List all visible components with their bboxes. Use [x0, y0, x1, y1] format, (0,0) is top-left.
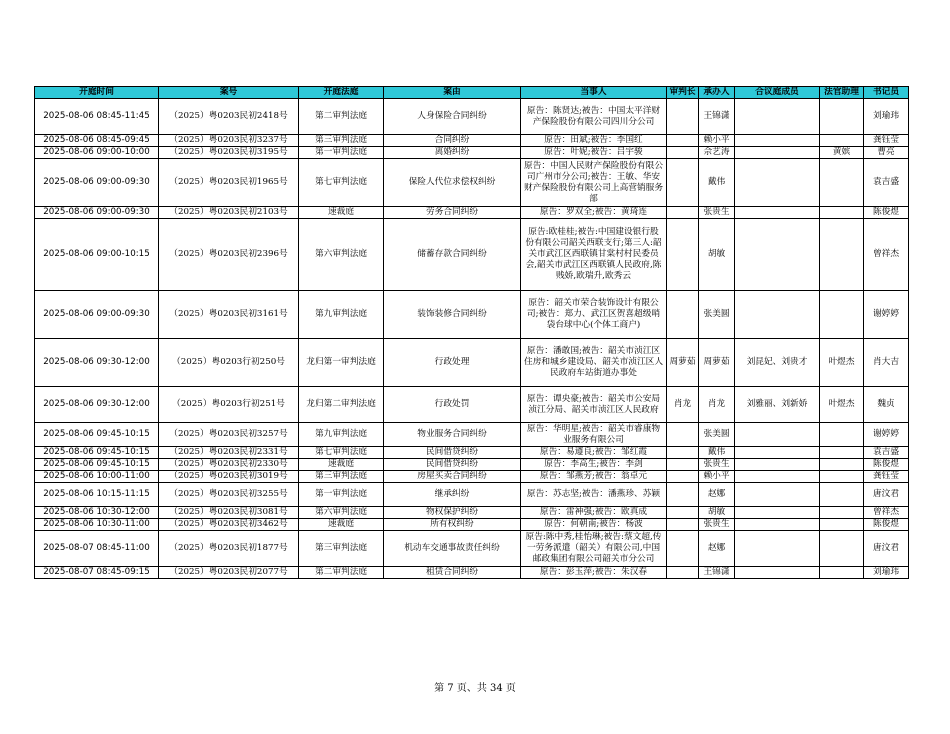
presiding-judge-cell [667, 147, 699, 159]
court-cell: 龙归第二审判法庭 [299, 387, 384, 423]
case-no-cell: （2025）粤0203行初250号 [159, 339, 299, 387]
table-row [35, 219, 909, 291]
table-row [35, 135, 909, 147]
header-presiding-judge: 审判长 [667, 87, 699, 99]
presiding-judge-cell [667, 483, 699, 507]
time-cell: 2025-08-06 09:45-10:15 [35, 459, 159, 471]
parties-cell: 原告：何朝南;被告：杨波 [521, 519, 667, 531]
table-header-row [35, 87, 909, 99]
panel-cell [735, 471, 820, 483]
cause-cell: 劳务合同纠纷 [384, 207, 521, 219]
cause-cell: 合同纠纷 [384, 135, 521, 147]
parties-cell: 原告：李高生;被告：李剑 [521, 459, 667, 471]
court-cell: 第六审判法庭 [299, 507, 384, 519]
table-row [35, 207, 909, 219]
clerk-cell: 肖大吉 [864, 339, 909, 387]
table-row [35, 291, 909, 339]
time-cell: 2025-08-06 09:30-12:00 [35, 339, 159, 387]
case-no-cell: （2025）粤0203民初3257号 [159, 423, 299, 447]
assistant-cell [820, 219, 864, 291]
time-cell: 2025-08-06 09:00-10:00 [35, 147, 159, 159]
parties-cell: 原告：华明星;被告：韶关市睿康物业服务有限公司 [521, 423, 667, 447]
court-cell: 第一审判法庭 [299, 483, 384, 507]
header-cause: 案由 [384, 87, 521, 99]
court-cell: 速裁庭 [299, 519, 384, 531]
clerk-cell: 袁吉盛 [864, 447, 909, 459]
presiding-judge-cell [667, 291, 699, 339]
time-cell: 2025-08-06 09:30-12:00 [35, 387, 159, 423]
presiding-judge-cell [667, 159, 699, 207]
panel-cell [735, 531, 820, 567]
panel-cell [735, 159, 820, 207]
cause-cell: 所有权纠纷 [384, 519, 521, 531]
case-no-cell: （2025）粤0203民初1965号 [159, 159, 299, 207]
case-no-cell: （2025）粤0203民初2330号 [159, 459, 299, 471]
panel-cell [735, 483, 820, 507]
court-cell: 第二审判法庭 [299, 567, 384, 579]
clerk-cell: 曹亮 [864, 147, 909, 159]
court-cell: 速裁庭 [299, 459, 384, 471]
header-case-no: 案号 [159, 87, 299, 99]
parties-cell: 原告：陈贤达;被告：中国太平洋财产保险股份有限公司四川分公司 [521, 99, 667, 135]
assistant-cell [820, 447, 864, 459]
cause-cell: 储蓄存款合同纠纷 [384, 219, 521, 291]
time-cell: 2025-08-06 08:45-09:45 [35, 135, 159, 147]
table-row [35, 339, 909, 387]
clerk-cell: 袁吉盛 [864, 159, 909, 207]
handler-cell: 戴伟 [699, 159, 735, 207]
header-court: 开庭法庭 [299, 87, 384, 99]
handler-cell: 赖小平 [699, 471, 735, 483]
case-no-cell: （2025）粤0203民初3237号 [159, 135, 299, 147]
case-no-cell: （2025）粤0203民初1877号 [159, 531, 299, 567]
parties-cell: 原告：雷神强;被告：欧真成 [521, 507, 667, 519]
case-no-cell: （2025）粤0203民初3081号 [159, 507, 299, 519]
presiding-judge-cell [667, 219, 699, 291]
clerk-cell: 曾祥杰 [864, 507, 909, 519]
panel-cell [735, 567, 820, 579]
cause-cell: 民间借贷纠纷 [384, 459, 521, 471]
time-cell: 2025-08-06 09:45-10:15 [35, 447, 159, 459]
header-assistant: 法官助理 [820, 87, 864, 99]
court-cell: 第一审判法庭 [299, 147, 384, 159]
panel-cell [735, 207, 820, 219]
handler-cell: 赵娜 [699, 483, 735, 507]
court-cell: 第七审判法庭 [299, 447, 384, 459]
clerk-cell: 陈俊煜 [864, 519, 909, 531]
presiding-judge-cell [667, 423, 699, 447]
clerk-cell: 龚钰莹 [864, 471, 909, 483]
clerk-cell: 龚钰莹 [864, 135, 909, 147]
court-cell: 第三审判法庭 [299, 531, 384, 567]
parties-cell: 原告:陈中秀,桂怡琳;被告:蔡文超,传一劳务派遣（韶关）有限公司,中国邮政集团有限公司韶关市分公司 [521, 531, 667, 567]
cause-cell: 民间借贷纠纷 [384, 447, 521, 459]
cause-cell: 机动车交通事故责任纠纷 [384, 531, 521, 567]
time-cell: 2025-08-06 09:00-09:30 [35, 291, 159, 339]
page-footer: 第 7 页、共 34 页 [434, 683, 516, 694]
cause-cell: 行政处罚 [384, 387, 521, 423]
clerk-cell: 唐汶君 [864, 531, 909, 567]
court-cell: 第七审判法庭 [299, 159, 384, 207]
time-cell: 2025-08-06 09:00-10:15 [35, 219, 159, 291]
cause-cell: 离婚纠纷 [384, 147, 521, 159]
header-handler: 承办人 [699, 87, 735, 99]
court-cell: 第六审判法庭 [299, 219, 384, 291]
parties-cell: 原告：韶关市荣合装饰设计有限公司;被告：郑力、武江区贺喜超级哨袋台球中心(个体工商户) [521, 291, 667, 339]
assistant-cell [820, 507, 864, 519]
cause-cell: 行政处理 [384, 339, 521, 387]
time-cell: 2025-08-06 10:30-11:00 [35, 519, 159, 531]
panel-cell [735, 99, 820, 135]
case-no-cell: （2025）粤0203民初3462号 [159, 519, 299, 531]
cause-cell: 房屋买卖合同纠纷 [384, 471, 521, 483]
parties-cell: 原告：中国人民财产保险股份有限公司广州市分公司;被告：王敏、华安财产保险股份有限公司上高营销服务部 [521, 159, 667, 207]
table-row [35, 519, 909, 531]
presiding-judge-cell [667, 507, 699, 519]
presiding-judge-cell [667, 207, 699, 219]
cause-cell: 人身保险合同纠纷 [384, 99, 521, 135]
case-no-cell: （2025）粤0203民初2331号 [159, 447, 299, 459]
parties-cell: 原告：易遵良;被告：邹红霞 [521, 447, 667, 459]
clerk-cell: 谢婷婷 [864, 423, 909, 447]
table-row [35, 531, 909, 567]
case-no-cell: （2025）粤0203民初3195号 [159, 147, 299, 159]
panel-cell [735, 291, 820, 339]
presiding-judge-cell: 周萝茹 [667, 339, 699, 387]
table-row [35, 159, 909, 207]
time-cell: 2025-08-06 09:00-09:30 [35, 159, 159, 207]
parties-cell: 原告：邹燕芳;被告：翁卓元 [521, 471, 667, 483]
presiding-judge-cell [667, 519, 699, 531]
clerk-cell: 唐汶君 [864, 483, 909, 507]
parties-cell: 原告：彭玉萍;被告：朱汉春 [521, 567, 667, 579]
case-no-cell: （2025）粤0203民初2103号 [159, 207, 299, 219]
assistant-cell [820, 159, 864, 207]
time-cell: 2025-08-06 10:15-11:15 [35, 483, 159, 507]
parties-cell: 原告:欧桂桂;被告:中国建设银行股份有限公司韶关西联支行;第三人:韶关市武江区西联镇甘棠村村民委员会,韶关市武江区西联镇人民政府,陈贱娇,欧瑞升,欧秀云 [521, 219, 667, 291]
table-row [35, 147, 909, 159]
clerk-cell: 魏贞 [864, 387, 909, 423]
case-no-cell: （2025）粤0203民初3161号 [159, 291, 299, 339]
parties-cell: 原告：谭央豪;被告：韶关市公安局浈江分局、韶关市浈江区人民政府 [521, 387, 667, 423]
case-no-cell: （2025）粤0203民初3255号 [159, 483, 299, 507]
court-cell: 第九审判法庭 [299, 423, 384, 447]
cause-cell: 装饰装修合同纠纷 [384, 291, 521, 339]
handler-cell: 赖小平 [699, 135, 735, 147]
assistant-cell [820, 99, 864, 135]
panel-cell [735, 507, 820, 519]
assistant-cell [820, 471, 864, 483]
table-row [35, 471, 909, 483]
court-cell: 第九审判法庭 [299, 291, 384, 339]
panel-cell: 刘雅丽、刘新娇 [735, 387, 820, 423]
court-cell: 第三审判法庭 [299, 471, 384, 483]
assistant-cell: 黄嫔 [820, 147, 864, 159]
case-no-cell: （2025）粤0203民初2418号 [159, 99, 299, 135]
parties-cell: 原告：田斌;被告：李国红 [521, 135, 667, 147]
handler-cell: 周萝茹 [699, 339, 735, 387]
clerk-cell: 刘瑜玮 [864, 567, 909, 579]
presiding-judge-cell [667, 471, 699, 483]
court-schedule-table [34, 86, 909, 579]
panel-cell [735, 135, 820, 147]
clerk-cell: 陈俊煜 [864, 207, 909, 219]
court-cell: 龙归第一审判法庭 [299, 339, 384, 387]
court-cell: 速裁庭 [299, 207, 384, 219]
table-row [35, 459, 909, 471]
presiding-judge-cell [667, 459, 699, 471]
handler-cell: 王锦潇 [699, 99, 735, 135]
time-cell: 2025-08-07 08:45-11:00 [35, 531, 159, 567]
cause-cell: 物权保护纠纷 [384, 507, 521, 519]
panel-cell [735, 447, 820, 459]
parties-cell: 原告：苏志坚;被告：潘燕珍、苏颖 [521, 483, 667, 507]
table-row [35, 567, 909, 579]
clerk-cell: 陈俊煜 [864, 459, 909, 471]
cause-cell: 继承纠纷 [384, 483, 521, 507]
case-no-cell: （2025）粤0203民初3019号 [159, 471, 299, 483]
presiding-judge-cell [667, 99, 699, 135]
parties-cell: 原告：潘敢国;被告：韶关市浈江区住房和城乡建设局、韶关市浈江区人民政府车站街道办事处 [521, 339, 667, 387]
assistant-cell [820, 459, 864, 471]
panel-cell [735, 459, 820, 471]
assistant-cell [820, 291, 864, 339]
handler-cell: 肖龙 [699, 387, 735, 423]
parties-cell: 原告：罗双全;被告：黄琦连 [521, 207, 667, 219]
assistant-cell [820, 483, 864, 507]
panel-cell [735, 147, 820, 159]
table-row [35, 447, 909, 459]
handler-cell: 张贵生 [699, 519, 735, 531]
panel-cell [735, 519, 820, 531]
handler-cell: 赵娜 [699, 531, 735, 567]
table-row [35, 387, 909, 423]
handler-cell: 张贵生 [699, 459, 735, 471]
cause-cell: 物业服务合同纠纷 [384, 423, 521, 447]
panel-cell [735, 219, 820, 291]
handler-cell: 戴伟 [699, 447, 735, 459]
presiding-judge-cell [667, 531, 699, 567]
time-cell: 2025-08-06 09:00-09:30 [35, 207, 159, 219]
presiding-judge-cell [667, 447, 699, 459]
time-cell: 2025-08-06 08:45-11:45 [35, 99, 159, 135]
case-no-cell: （2025）粤0203行初251号 [159, 387, 299, 423]
presiding-judge-cell: 肖龙 [667, 387, 699, 423]
handler-cell: 张美圆 [699, 423, 735, 447]
case-no-cell: （2025）粤0203民初2077号 [159, 567, 299, 579]
clerk-cell: 刘瑜玮 [864, 99, 909, 135]
handler-cell: 张贵生 [699, 207, 735, 219]
assistant-cell [820, 567, 864, 579]
table-row [35, 423, 909, 447]
header-time: 开庭时间 [35, 87, 159, 99]
panel-cell: 刘昆妃、刘贵才 [735, 339, 820, 387]
time-cell: 2025-08-06 09:45-10:15 [35, 423, 159, 447]
presiding-judge-cell [667, 135, 699, 147]
assistant-cell: 叶煜杰 [820, 339, 864, 387]
cause-cell: 保险人代位求偿权纠纷 [384, 159, 521, 207]
handler-cell: 胡敏 [699, 507, 735, 519]
court-cell: 第三审判法庭 [299, 135, 384, 147]
panel-cell [735, 423, 820, 447]
court-cell: 第二审判法庭 [299, 99, 384, 135]
assistant-cell [820, 423, 864, 447]
header-clerk: 书记员 [864, 87, 909, 99]
assistant-cell: 叶煜杰 [820, 387, 864, 423]
assistant-cell [820, 519, 864, 531]
clerk-cell: 曾祥杰 [864, 219, 909, 291]
handler-cell: 王锦潇 [699, 567, 735, 579]
handler-cell: 张美圆 [699, 291, 735, 339]
table-row [35, 483, 909, 507]
time-cell: 2025-08-06 10:00-11:00 [35, 471, 159, 483]
clerk-cell: 谢婷婷 [864, 291, 909, 339]
handler-cell: 胡敏 [699, 219, 735, 291]
time-cell: 2025-08-06 10:30-12:00 [35, 507, 159, 519]
assistant-cell [820, 135, 864, 147]
header-parties: 当事人 [521, 87, 667, 99]
time-cell: 2025-08-07 08:45-09:15 [35, 567, 159, 579]
handler-cell: 佘艺涛 [699, 147, 735, 159]
presiding-judge-cell [667, 567, 699, 579]
header-panel: 合议庭成员 [735, 87, 820, 99]
table-body [35, 99, 909, 579]
case-no-cell: （2025）粤0203民初2396号 [159, 219, 299, 291]
cause-cell: 租赁合同纠纷 [384, 567, 521, 579]
assistant-cell [820, 531, 864, 567]
table-row [35, 507, 909, 519]
assistant-cell [820, 207, 864, 219]
parties-cell: 原告：叶妮;被告：吕宇骏 [521, 147, 667, 159]
table-row [35, 99, 909, 135]
